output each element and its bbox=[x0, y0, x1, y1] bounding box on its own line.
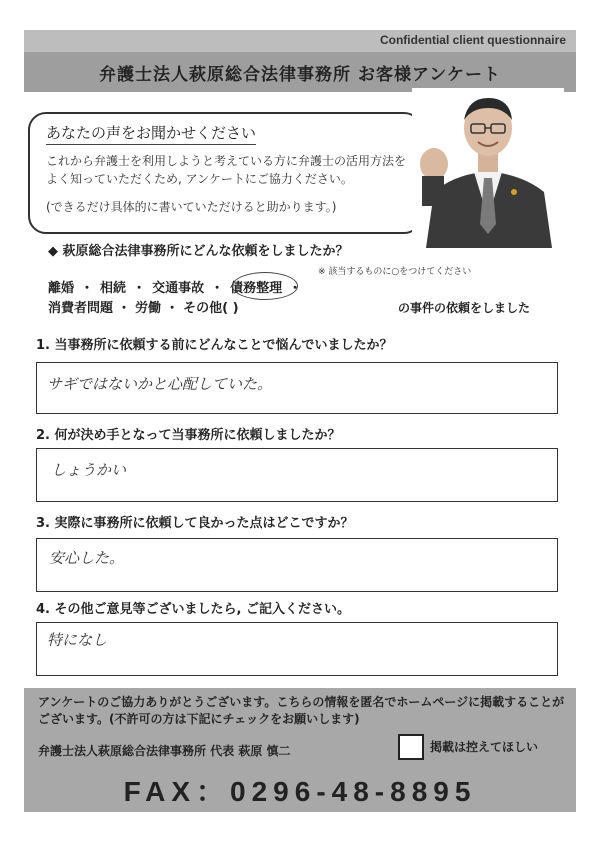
bubble-heading: あなたの声をお聞かせください bbox=[46, 122, 256, 145]
footer-firm-name: 弁護士法人萩原総合法律事務所 代表 萩原 慎二 bbox=[38, 744, 291, 758]
answer-3-text: 安心した。 bbox=[49, 549, 125, 567]
question-3-label: 3. 実際に事務所に依頼して良かった点はどこですか？ bbox=[36, 516, 354, 531]
selected-option-circle bbox=[232, 272, 298, 300]
header-tag-bar bbox=[24, 30, 576, 52]
header-tag: Confidential client questionnaire bbox=[379, 33, 566, 47]
bubble-note: (できるだけ具体的に書いていただけると助かります。) bbox=[46, 200, 337, 214]
answer-box-4[interactable] bbox=[36, 622, 558, 676]
no-publish-checkbox[interactable] bbox=[398, 734, 424, 760]
question-2-label: 2. 何が決め手となって当事務所に依頼しましたか？ bbox=[36, 428, 341, 443]
footer-notice: アンケートのご協力ありがとうございます。こちらの情報を匿名でホームページに掲載することがございます。(不許可の方は下記にチェックをお願いします) bbox=[38, 695, 565, 726]
request-options-line2: 消費者問題 ・ 労働 ・ その他( ) bbox=[48, 301, 239, 316]
header-title-bar bbox=[24, 52, 576, 92]
question-4-label: 4. その他ご意見等ございましたら, ご記入ください。 bbox=[36, 602, 350, 617]
lawyer-photo bbox=[412, 88, 564, 248]
answer-4-text: 特になし bbox=[47, 631, 108, 649]
answer-box-3[interactable] bbox=[36, 538, 558, 592]
fax-number: FAX：0296-48-8895 bbox=[123, 776, 477, 807]
speech-bubble bbox=[28, 112, 422, 234]
request-question: ◆ 萩原総合法律事務所にどんな依頼をしましたか？ bbox=[48, 244, 349, 259]
answer-box-2[interactable] bbox=[36, 448, 558, 502]
footer-panel bbox=[24, 688, 576, 812]
bubble-body: これから弁護士を利用しようと考えている方に弁護士の活用方法をよく知っていただくため, アンケートにご協力ください。 bbox=[46, 154, 407, 186]
request-suffix: の事件の依頼をしました bbox=[398, 301, 531, 315]
request-note: ※ 該当するものに○をつけてください bbox=[318, 267, 472, 277]
answer-2-text: しょうかい bbox=[51, 461, 127, 479]
page-title: 弁護士法人萩原総合法律事務所 お客様アンケート bbox=[99, 65, 501, 85]
no-publish-label: 掲載は控えてほしい bbox=[430, 740, 539, 754]
request-options-line1: 離婚 ・ 相続 ・ 交通事故 ・ 債務整理 ・ bbox=[48, 281, 302, 296]
answer-box-1[interactable] bbox=[36, 362, 558, 414]
question-1-label: 1. 当事務所に依頼する前にどんなことで悩んでいましたか？ bbox=[36, 338, 393, 353]
answer-1-text: サギではないかと心配していた。 bbox=[47, 375, 273, 393]
